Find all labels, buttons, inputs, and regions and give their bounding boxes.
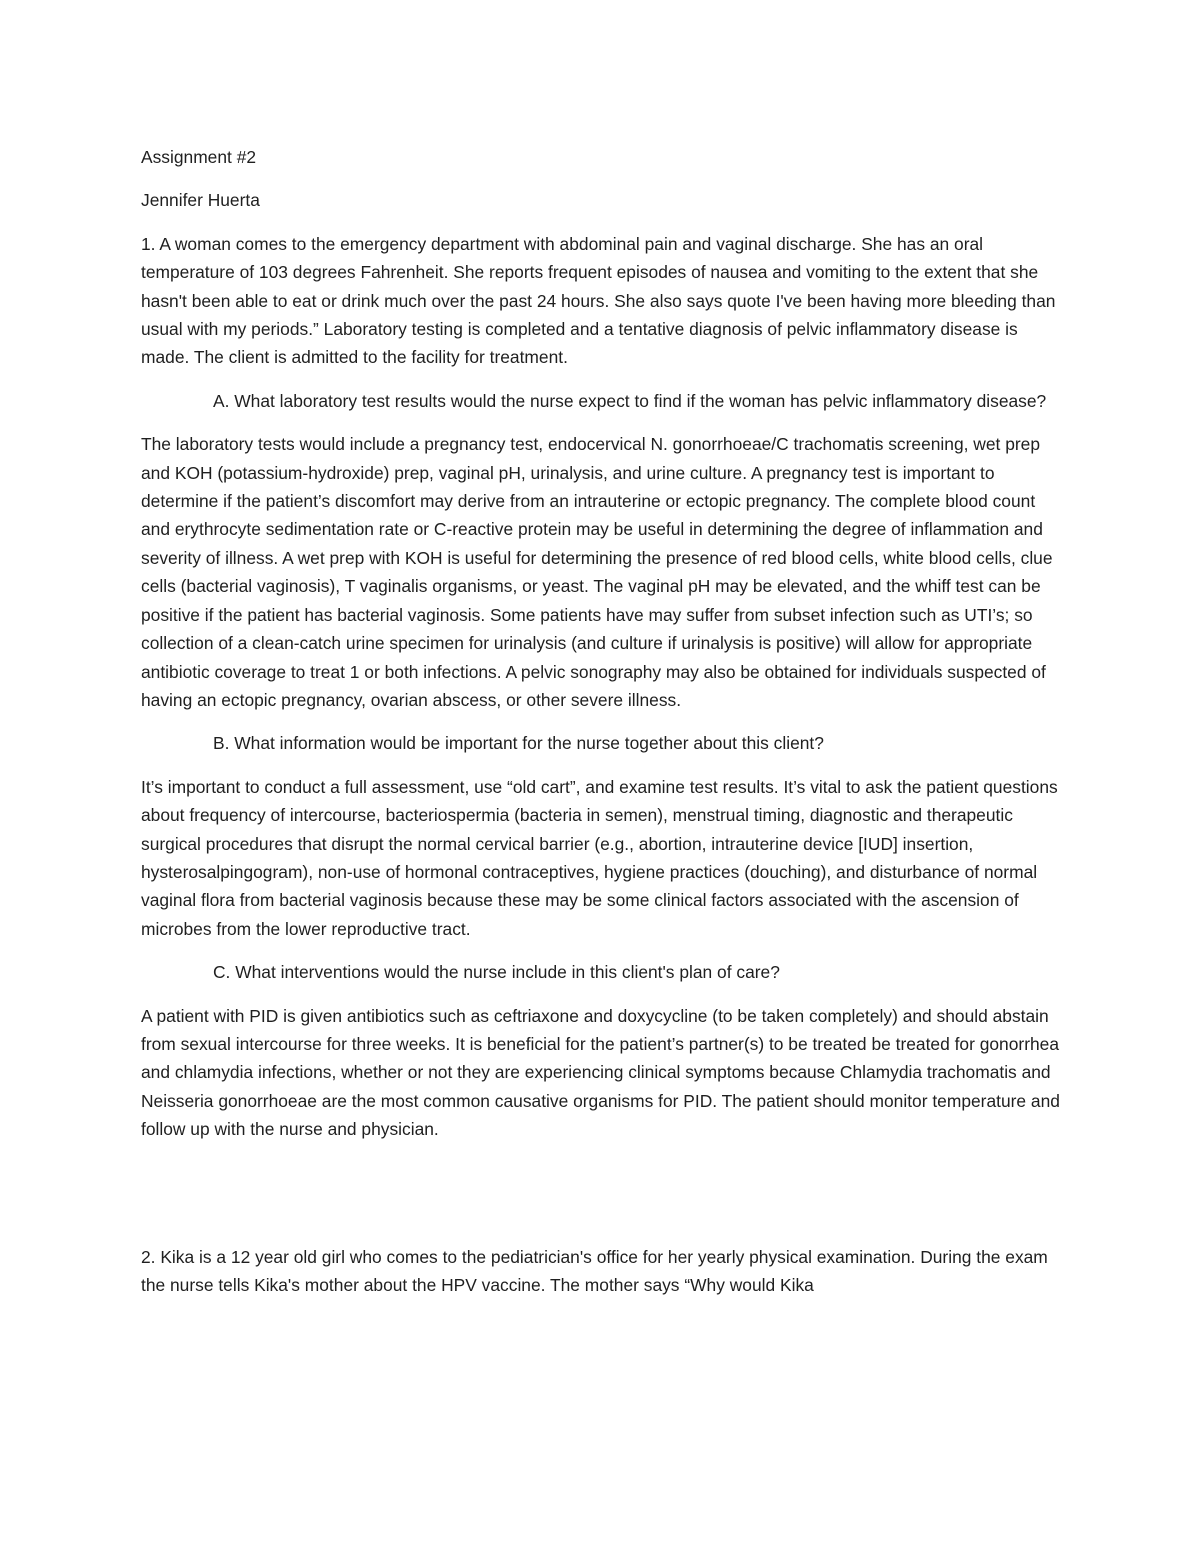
document-title: Assignment #2 <box>141 147 257 167</box>
document-body <box>141 143 1061 1314</box>
question-1-part-c: C. What interventions would the nurse include in this client's plan of care? <box>213 962 780 983</box>
author-name: Jennifer Huerta <box>141 190 260 211</box>
question-1-intro: 1. A woman comes to the emergency department with abdominal pain and vaginal discharge. She has an oral temperature of 103 degrees Fahrenheit. She reports frequent episodes of nausea and vomiting to the extent that she hasn't been able to eat or drink much over the past 24 hours. She also says quote I've been having more bleeding than usual with my periods.” Laboratory testing is completed and a tentative diagnosis of pelvic inflammatory disease is made. The client is admitted to the facility for treatment. <box>141 233 1056 368</box>
answer-1-part-a: The laboratory tests would include a pregnancy test, endocervical N. gonorrhoeae/C trachomatis screening, wet prep and KOH (potassium-hydroxide) prep, vaginal pH, urinalysis, and urine culture. A pregnancy test is important to determine if the patient’s discomfort may derive from an intrauterine or ectopic pregnancy. The complete blood count and erythrocyte sedimentation rate or C-reactive protein may be useful in determining the degree of inflammation and severity of illness. A wet prep with KOH is useful for determining the presence of red blood cells, white blood cells, clue cells (bacterial vaginosis), T vaginalis organisms, or yeast. The vaginal pH may be elevated, and the whiff test can be positive if the patient has bacterial vaginosis. Some patients have may suffer from subset infection such as UTI’s; so collection of a clean-catch urine specimen for urinalysis (and culture if urinalysis is positive) will allow for appropriate antibiotic coverage to treat 1 or both infections. A pelvic sonography may also be obtained for individuals suspected of having an ectopic pregnancy, ovarian abscess, or other severe illness. <box>141 434 1053 710</box>
question-1-part-a: A. What laboratory test results would the nurse expect to find if the woman has pelvic inflammatory disease? <box>213 390 1047 411</box>
answer-1-part-b: It’s important to conduct a full assessment, use “old cart”, and examine test results. It’s vital to ask the patient questions about frequency of intercourse, bacteriospermia (bacteria in semen), menstrual timing, diagnostic and therapeutic surgical procedures that disrupt the normal cervical barrier (e.g., abortion, intrauterine device [IUD] insertion, hysterosalpingogram), non-use of hormonal contraceptives, hygiene practices (douching), and disturbance of normal vaginal flora from bacterial vaginosis because these may be some clinical factors associated with the ascension of microbes from the lower reproductive tract. <box>141 776 1058 939</box>
answer-1-part-c: A patient with PID is given antibiotics such as ceftriaxone and doxycycline (to be taken completely) and should abstain from sexual intercourse for three weeks. It is beneficial for the patient’s partner(s) to be treated be treated for gonorrhea and chlamydia infections, whether or not they are experiencing clinical symptoms because Chlamydia trachomatis and Neisseria gonorrhoeae are the most common causative organisms for PID. The patient should monitor temperature and follow up with the nurse and physician. <box>141 1005 1060 1140</box>
question-2-intro: 2. Kika is a 12 year old girl who comes to the pediatrician's office for her yearly physical examination. During the exam the nurse tells Kika's mother about the HPV vaccine. The mother says “Why would Kika <box>141 1246 1048 1295</box>
question-1-part-b: B. What information would be important for the nurse together about this client? <box>213 733 824 754</box>
